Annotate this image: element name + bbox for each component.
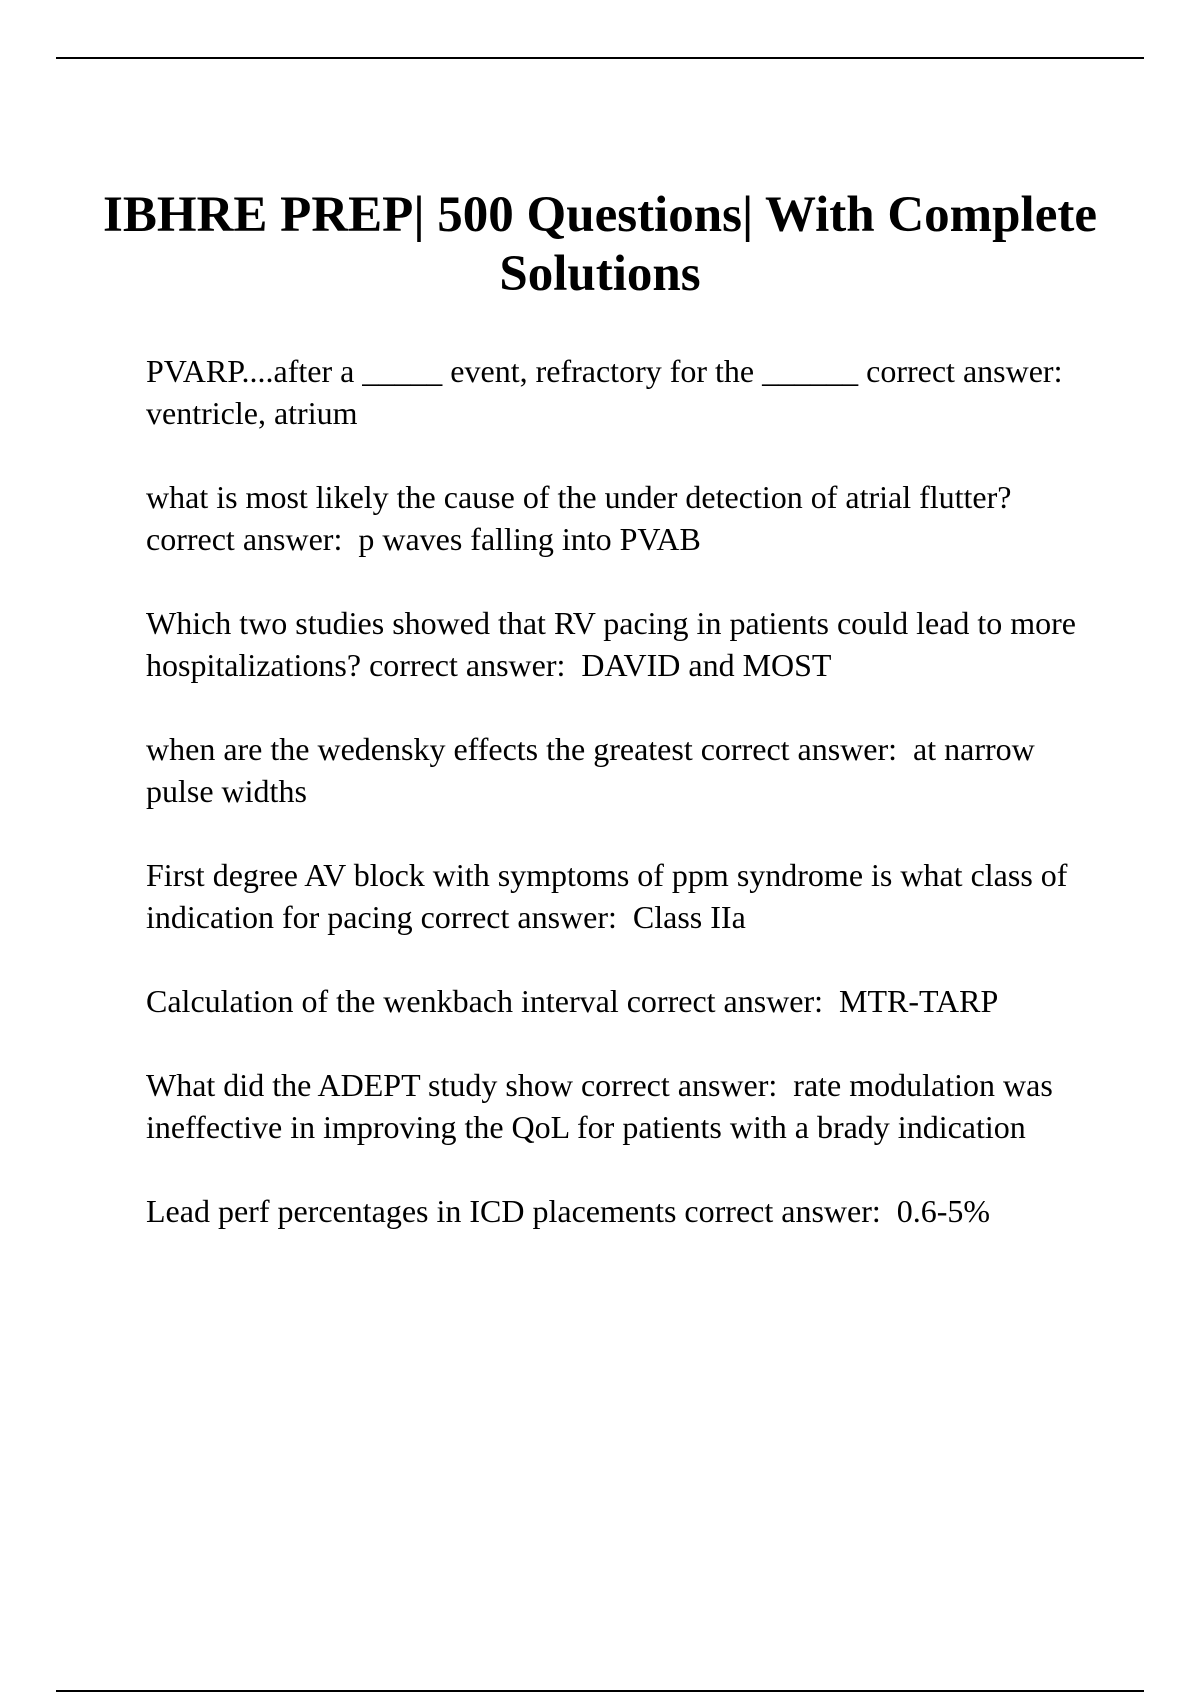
question-item-2: what is most likely the cause of the under detection of atrial flutter? correct answer: p waves falling into PVAB — [146, 479, 1020, 557]
question-item-4: when are the wedensky effects the greatest correct answer: at narrow pulse widths — [146, 731, 1043, 809]
question-item-1: PVARP....after a _____ event, refractory for the ______ correct answer: ventricle, atrium — [146, 353, 1079, 431]
top-rule — [56, 57, 1144, 59]
question-list — [146, 350, 1096, 1274]
document-title: IBHRE PREP| 500 Questions| With Complete Solutions — [103, 187, 1097, 302]
bottom-rule — [56, 1690, 1144, 1692]
question-item-8: Lead perf percentages in ICD placements correct answer: 0.6-5% — [146, 1193, 991, 1229]
question-item-3: Which two studies showed that RV pacing in patients could lead to more hospitalizations? correct answer: DAVID and MOST — [146, 605, 1084, 683]
question-item-6: Calculation of the wenkbach interval correct answer: MTR-TARP — [146, 983, 999, 1019]
question-item-5: First degree AV block with symptoms of ppm syndrome is what class of indication for pacing correct answer: Class IIa — [146, 857, 1076, 935]
question-item-7: What did the ADEPT study show correct answer: rate modulation was ineffective in improving the QoL for patients with a brady indication — [146, 1067, 1061, 1145]
